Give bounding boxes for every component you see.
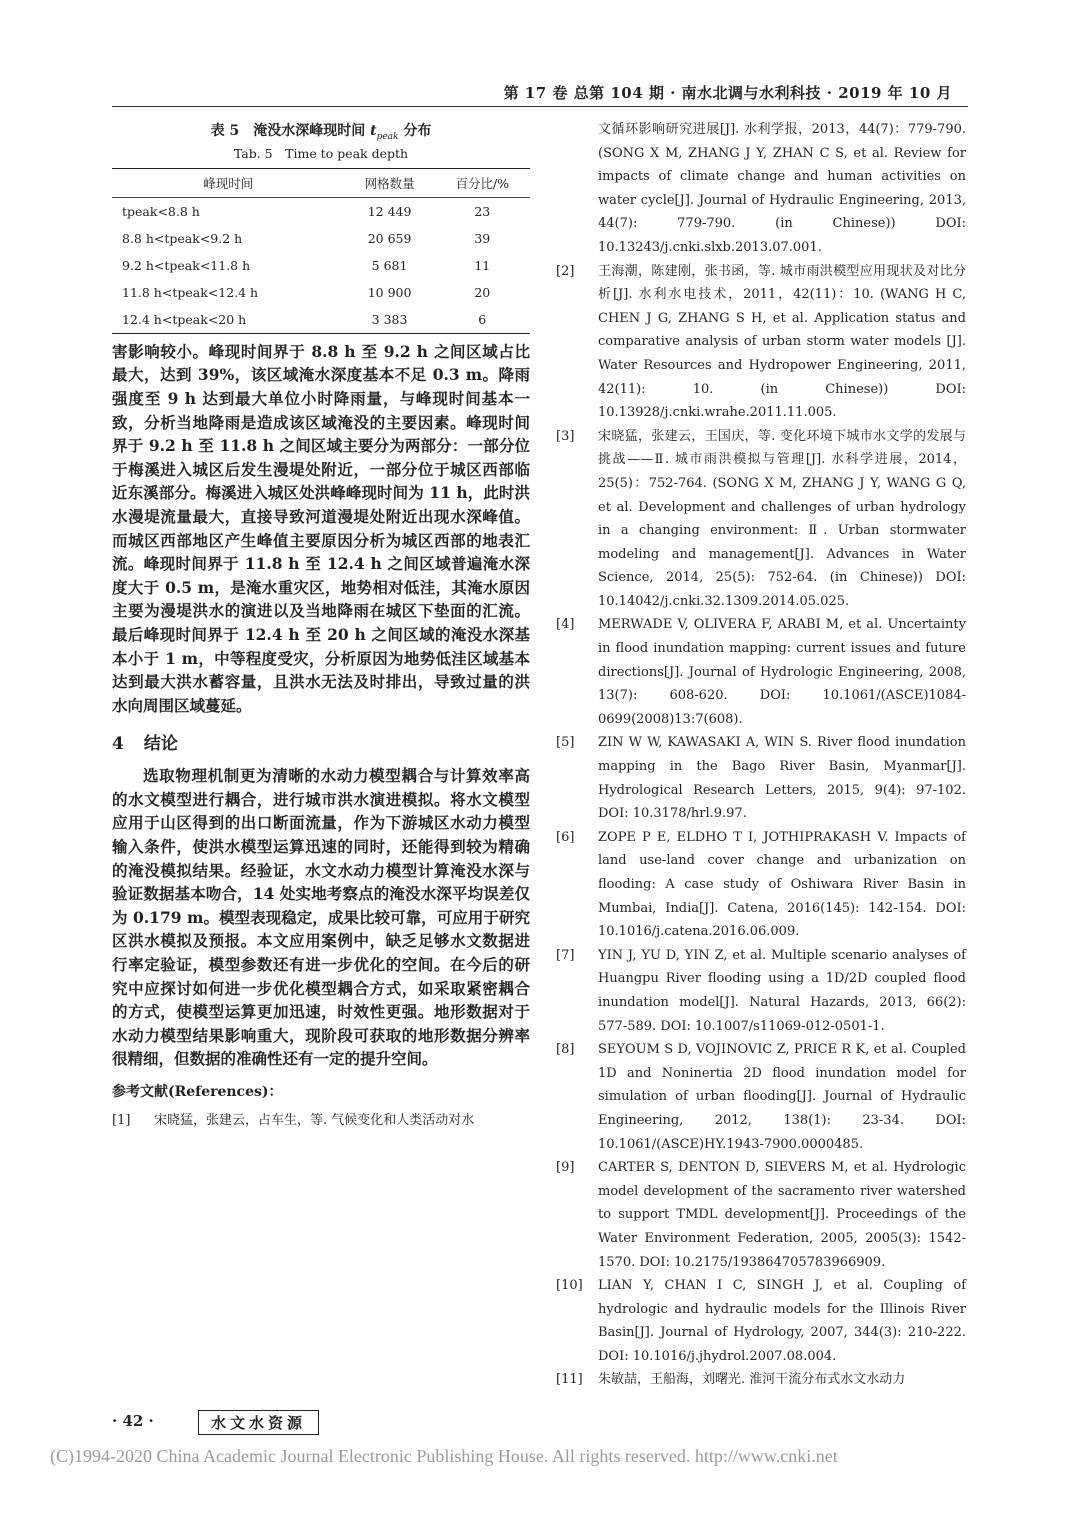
- reference-text: 朱敏喆，王船海，刘曙光. 淮河干流分布式水文水动力: [598, 1372, 906, 1388]
- table-caption-cn-sub: peak: [376, 131, 399, 142]
- reference-item: [556, 731, 966, 825]
- reference-number: [8]: [556, 1042, 575, 1058]
- reference-number: [7]: [556, 947, 575, 963]
- conclusion-text: [112, 764, 530, 1071]
- table-cell-count: 3 383: [371, 311, 408, 327]
- right-column: [556, 118, 966, 1392]
- table-row: [112, 306, 530, 334]
- reference-text: 宋晓猛，张建云，王国庆，等. 变化环境下城市水文学的发展与挑战——Ⅱ. 城市雨洪模拟与管理[J]. 水科学进展，2014，25(5)：752-764. (SONG X M, ZHANG J Y, WANG G Q, et al. Development and challenges of urban hydrology in a changing environment: Ⅱ. Urban stormwater modeling and management[J]. Advances in Water Science, 2014, 25(5): 752-64. (in Chinese)) DOI: 10.14042/j.cnki.32.1309.2014.05.025.: [598, 428, 966, 609]
- reference-item: [556, 425, 966, 614]
- table-header: 峰现时间: [112, 168, 345, 197]
- section-number: 4: [112, 734, 124, 755]
- peak-time-table: [112, 168, 530, 334]
- table-caption-cn-pre: 表 5 淹没水深峰现时间: [210, 123, 371, 139]
- table-cell-percent: 20: [474, 284, 491, 300]
- reference-number: [5]: [556, 735, 575, 751]
- table-cell-range: 12.4 h<tpeak<20 h: [122, 311, 247, 327]
- table-header-row: [112, 168, 530, 197]
- reference-text: SEYOUM S D, VOJINOVIC Z, PRICE R K, et al. Coupled 1D and Noninertia 2D flood inundation model for simulation of urban flooding[J]. Journal of Hydraulic Engineering, 2012, 138(1): 23-34. DOI: 10.1061/(ASCE)HY.1943-7900.0000485.: [598, 1042, 966, 1152]
- reference-number: [2]: [556, 263, 575, 279]
- reference-item: [556, 1156, 966, 1274]
- section-title: 结论: [143, 734, 178, 755]
- reference-text: MERWADE V, OLIVERA F, ARABI M, et al. Uncertainty in flood inundation mapping: current issues and future directions[J]. Journal of Hydrologic Engineering, 2008, 13(7): 608-620. DOI: 10.1061/(ASCE)1084-0699(2008)13:7(608).: [598, 617, 966, 727]
- table-cell-percent: 11: [474, 257, 491, 273]
- table-cell-range: 8.8 h<tpeak<9.2 h: [122, 230, 243, 246]
- results-paragraph: 害影响较小。峰现时间界于 8.8 h 至 9.2 h 之间区域占比最大，达到 39%，该区域淹水深度基本不足 0.3 m。降雨强度至 9 h 达到最大单位小时降雨量，与峰现时间基本一致，分析当地降雨是造成该区域淹没的主要因素。峰现时间界于 9.2 h 至 11.8 h 之间区域主要分为两部分：一部分位于梅溪进入城区后发生漫堤处附近，一部分位于城区西部临近东溪部分。梅溪进入城区处洪峰峰现时间为 11 h，此时洪水漫堤流量最大，直接导致河道漫堤处附近出现水深峰值。而城区西部地区产生峰值主要原因分析为城区西部的地表汇流。峰现时间界于 11.8 h 至 12.4 h 之间区域普遍淹水深度大于 0.5 m，是淹水重灾区，地势相对低洼，其淹水原因主要为漫堤洪水的演进以及当地降雨在城区下垫面的汇流。最后峰现时间界于 12.4 h 至 20 h 之间区域的淹没水深基本小于 1 m，中等程度受灾，分析原因为地势低洼区域基本达到最大洪水蓄容量，且洪水无法及时排出，导致过量的洪水向周围区域蔓延。: [112, 341, 530, 715]
- table-caption-en: Tab. 5 Time to peak depth: [233, 145, 409, 161]
- conclusion-paragraph: 选取物理机制更为清晰的水动力模型耦合与计算效率高的水文模型进行耦合，进行城市洪水演进模拟。将水文模型应用于山区得到的出口断面流量，作为下游城区水动力模型输入条件，使洪水模型运算迅速的同时，还能得到较为精确的淹没模拟结果。经验证，水文水动力模型计算淹没水深与验证数据基本吻合，14 处实地考察点的淹没水深平均误差仅为 0.179 m。模型表现稳定，成果比较可靠，可应用于研究区洪水模拟及预报。本文应用案例中，缺乏足够水文数据进行率定验证，模型参数还有进一步优化的空间。在今后的研究中应探讨如何进一步优化模型耦合方式，如采取紧密耦合的方式，使模型运算更加迅速，时效性更强。地形数据对于水动力模型结果影响重大，现阶段可获取的地形数据分辨率很精细，但数据的准确性还有一定的提升空间。: [112, 766, 530, 1069]
- body-text: [112, 340, 530, 718]
- header-rule: [112, 106, 968, 107]
- reference-item: [112, 1109, 530, 1133]
- running-header: 第 17 卷 总第 104 期 · 南水北调与水利科技 · 2019 年 10 月: [503, 84, 952, 102]
- table-cell-count: 10 900: [367, 284, 412, 300]
- reference-item: [556, 260, 966, 425]
- reference-text: ZIN W W, KAWASAKI A, WIN S. River flood inundation mapping in the Bago River Basin, Myanmar[J]. Hydrological Research Letters, 2015, 9(4): 97-102. DOI: 10.3178/hrl.9.97.: [598, 735, 966, 822]
- reference-item: [556, 944, 966, 1038]
- reference-number: [10]: [556, 1278, 583, 1294]
- reference-item: [556, 826, 966, 944]
- table-caption-cn-post: 分布: [398, 123, 432, 139]
- journal-name-box: 水文水资源: [198, 1410, 319, 1435]
- reference-item: [556, 1368, 966, 1392]
- table-cell-range: tpeak<8.8 h: [122, 203, 200, 219]
- reference-number: [9]: [556, 1160, 575, 1176]
- left-column: [112, 118, 530, 1133]
- table-header: 网格数量: [345, 168, 435, 197]
- table-row: [112, 197, 530, 225]
- table-row: [112, 252, 530, 279]
- reference-list: [556, 260, 966, 1393]
- reference-number: [4]: [556, 617, 575, 633]
- table-cell-range: 11.8 h<tpeak<12.4 h: [122, 284, 259, 300]
- reference-number: [1]: [112, 1113, 131, 1129]
- reference-item: [556, 1038, 966, 1156]
- reference-text: 宋晓猛，张建云，占车生，等. 气候变化和人类活动对水: [154, 1113, 475, 1129]
- table-cell-count: 12 449: [367, 203, 412, 219]
- reference-text: ZOPE P E, ELDHO T I, JOTHIPRAKASH V. Impacts of land use-land cover change and urbanization on flooding: A case study of Oshiwara River Basin in Mumbai, India[J]. Catena, 2016(145): 142-154. DOI: 10.1016/j.catena.2016.06.009.: [598, 829, 966, 940]
- section-heading: [112, 729, 530, 754]
- reference-item: [556, 613, 966, 731]
- references-heading: 参考文献(References)：: [112, 1084, 283, 1101]
- table-cell-range: 9.2 h<tpeak<11.8 h: [122, 257, 251, 273]
- reference-number: [11]: [556, 1372, 583, 1388]
- table-header: 百分比/%: [435, 168, 530, 197]
- table-caption-cn: [112, 120, 530, 142]
- table-row: [112, 279, 530, 306]
- reference-text: CARTER S, DENTON D, SIEVERS M, et al. Hydrologic model development of the sacramento river watershed to support TMDL development[J]. Proceedings of the Water Environment Federation, 2005, 2005(3): 1542-1570. DOI: 10.2175/193864705783966909.: [598, 1160, 966, 1270]
- table-cell-percent: 39: [474, 230, 491, 246]
- table-caption-cn-var: t: [370, 123, 377, 139]
- table-cell-count: 20 659: [367, 230, 412, 246]
- page-number: · 42 ·: [112, 1412, 154, 1430]
- table-cell-percent: 23: [474, 203, 491, 219]
- reference-item: [556, 1274, 966, 1368]
- reference-text: 王海潮，陈建刚，张书函，等. 城市雨洪模型应用现状及对比分析[J]. 水利水电技术，2011，42(11)：10. (WANG H C, CHEN J G, ZHANG S H, et al. Application status and comparative analysis of urban storm water models [J]. Water Resources and Hydropower Engineering, 2011, 42(11): 10. (in Chinese)) DOI: 10.13928/j.cnki.wrahe.2011.11.005.: [598, 263, 966, 421]
- reference-text: YIN J, YU D, YIN Z, et al. Multiple scenario analyses of Huangpu River flooding using a 1D/2D coupled flood inundation model[J]. Natural Hazards, 2013, 66(2): 577-589. DOI: 10.1007/s11069-012-0501-1.: [598, 947, 966, 1034]
- reference-number: [3]: [556, 428, 575, 444]
- table-cell-percent: 6: [478, 311, 487, 327]
- table-cell-count: 5 681: [371, 257, 408, 273]
- table-row: [112, 225, 530, 252]
- reference-number: [6]: [556, 829, 575, 845]
- reference-continuation: 文循环影响研究进展[J]. 水利学报，2013，44(7)：779-790. (SONG X M, ZHANG J Y, ZHAN C S, et al. Review for impacts of climate change and human activities on water cycle[J]. Journal of Hydraulic Engineering, 2013, 44(7): 779-790. (in Chinese)) DOI: 10.13243/j.cnki.slxb.2013.07.001.: [598, 122, 966, 255]
- reference-text: LIAN Y, CHAN I C, SINGH J, et al. Coupling of hydrologic and hydraulic models for the Illinois River Basin[J]. Journal of Hydrology, 2007, 344(3): 210-222. DOI: 10.1016/j.jhydrol.2007.08.004.: [598, 1278, 966, 1364]
- copyright-watermark: (C)1994-2020 China Academic Journal Electronic Publishing House. All rights reserved. http://www.cnki.net: [50, 1446, 838, 1466]
